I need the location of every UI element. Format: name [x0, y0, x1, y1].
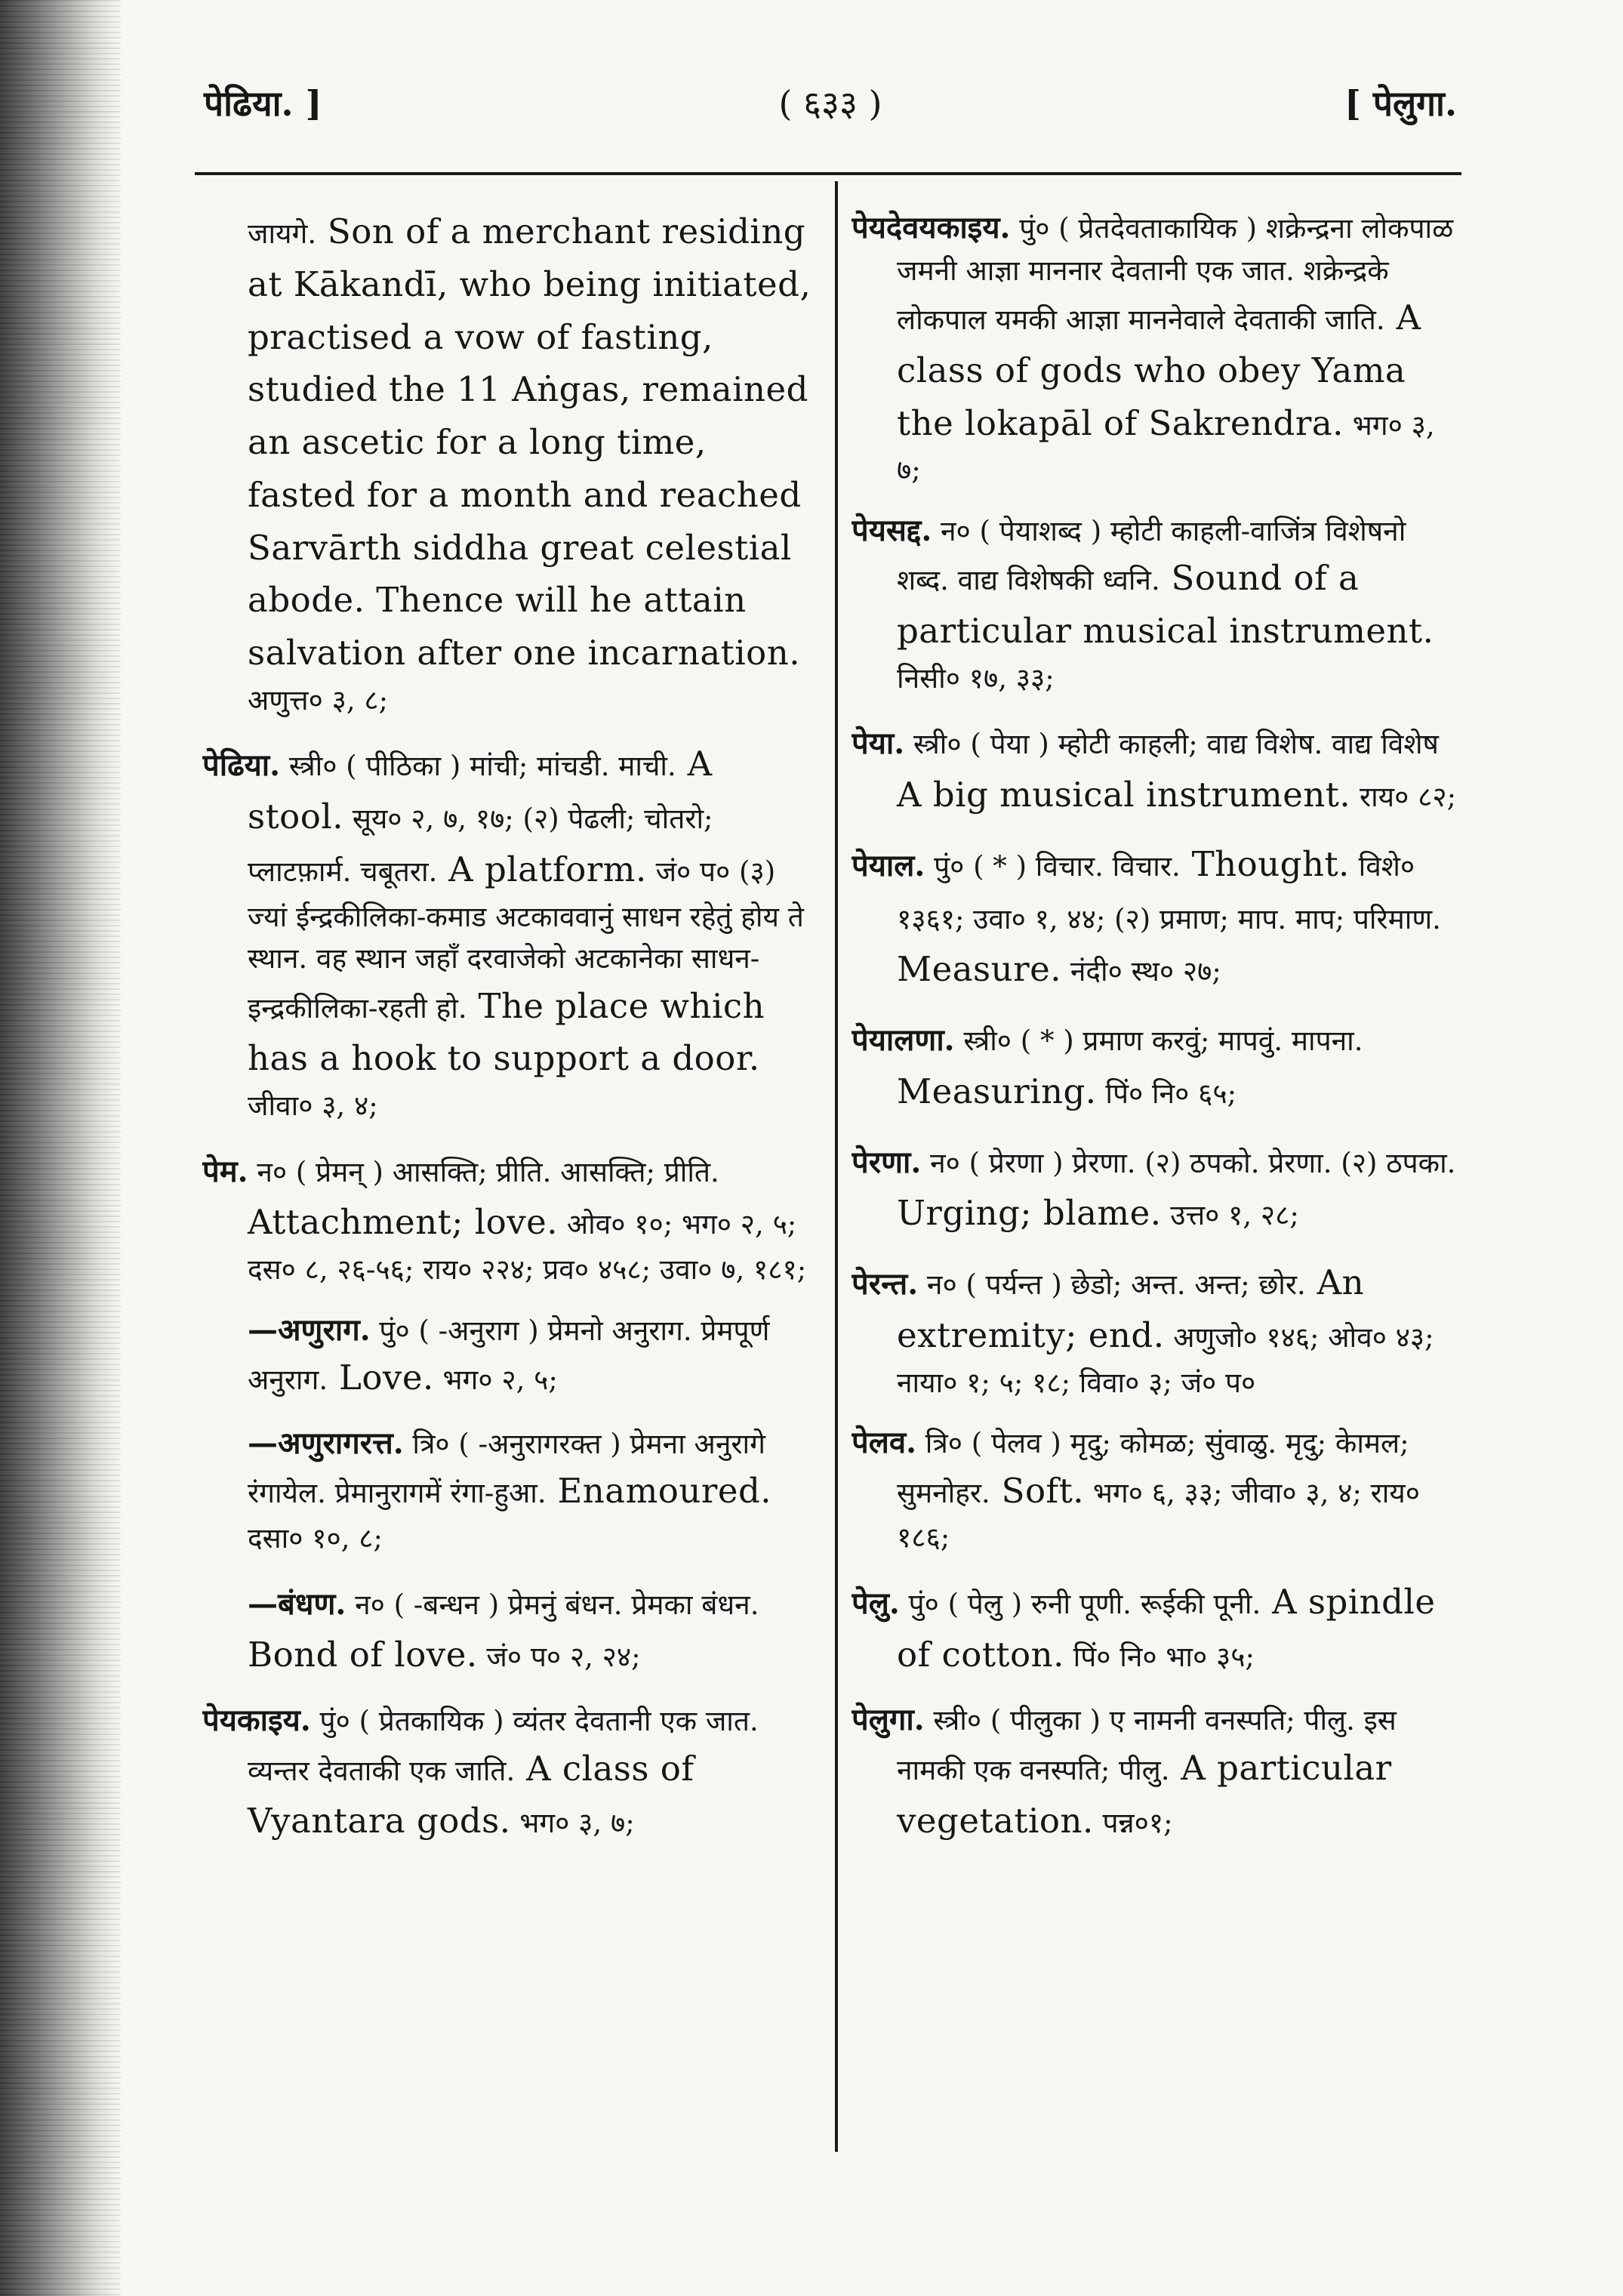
right-column — [852, 205, 1461, 2168]
headword: पेलव. — [852, 1425, 917, 1460]
vernacular-text: भग० ६, ३३; जीवा० ३, ४; राय० १८६; — [897, 1476, 1421, 1555]
headword: पेयदेवयकाइय. — [852, 210, 1011, 245]
english-definition: A class of gods who obey Yama the lokapāl of Sakrendra. — [897, 297, 1421, 443]
vernacular-text: जं० प० (३) ज्यां ईन्द्रकीलिका-कमाड अटकाववानुं साधन रहेतुं होय ते स्थान. वह स्थान जहाँ दरवाजेको अटकानेका साधन-इन्द्रकीलिका-रहती हो. — [248, 855, 804, 1025]
vernacular-text: पिं० नि० ६५; — [1105, 1077, 1237, 1110]
headword: पेढिया. — [202, 747, 281, 784]
entry-text — [852, 716, 1461, 821]
english-definition: Bond of love. — [248, 1635, 478, 1675]
vernacular-text: नंदी० स्थ० २७; — [1070, 955, 1221, 988]
dictionary-entry — [852, 508, 1461, 700]
vernacular-text: अणुजो० १४६; ओव० ४३; नाया० १; ५; १८; विवा० ३; जं० प० — [897, 1321, 1434, 1399]
dictionary-entry — [202, 738, 812, 1126]
vernacular-text: पिं० नि० भा० ३५; — [1073, 1640, 1255, 1673]
running-head — [204, 79, 1457, 132]
dictionary-entry — [202, 1144, 812, 1291]
entry-text — [852, 1135, 1461, 1240]
left-column — [202, 205, 812, 2168]
headword: पेलु. — [852, 1585, 900, 1621]
vernacular-text: स्त्री० ( * ) प्रमाण करवुं; मापवुं. मापना. — [963, 1025, 1363, 1057]
page-number: ( ६३३ ) — [778, 83, 882, 124]
headword: —अणुरागरत्त. — [248, 1425, 404, 1461]
dictionary-entry — [852, 838, 1461, 996]
vernacular-text: पन्न०१; — [1102, 1806, 1173, 1839]
vernacular-text: पुं० ( प्रेतकायिक ) व्यंतर देवतानी एक जात. व्यन्तर देवताकी एक जाति. — [248, 1705, 759, 1787]
vernacular-text: भग० ३, ७; — [897, 408, 1435, 487]
entry-text — [202, 738, 812, 1126]
vernacular-text: पुं० ( पेलु ) रुनी पूणी. रूईकी पूनी. — [908, 1587, 1261, 1620]
entry-text — [248, 205, 812, 721]
sub-entry — [202, 1308, 812, 1404]
entry-text — [852, 205, 1461, 492]
dictionary-entry — [202, 1698, 812, 1848]
english-definition: Son of a merchant residing at Kākandī, who being initiated, practised a vow of fasting, studied the 11 Aṅgas, remained an ascetic for a long time, fasted for a month and reached Sarvārth siddha great celestial abode. Thence will he attain salvation after one incarnation. — [248, 211, 812, 673]
vernacular-text: ओव० १०; भग० २, ५; दस० ८, २६-५६; राय० २२४; प्रव० ४५८; उवा० ७, १८१; — [248, 1208, 807, 1286]
english-definition: A particular vegetation. — [897, 1747, 1392, 1841]
headword: पेयाल. — [852, 847, 925, 883]
vernacular-text: स्त्री० ( पीलुका ) ए नामनी वनस्पति; पीलु. इस नामकी एक वनस्पति; पीलु. — [897, 1704, 1397, 1786]
entry-text — [852, 1256, 1461, 1404]
vernacular-text: स्त्री० ( पेया ) म्होटी काहली; वाद्य विशेष. वाद्य विशेष — [913, 728, 1439, 761]
dictionary-entry — [852, 1256, 1461, 1404]
vernacular-text: दसा० १०, ८; — [248, 1522, 383, 1555]
last-headword-guide: [ पेलुगा. — [1344, 83, 1457, 124]
column-divider — [835, 181, 838, 2152]
dictionary-entry — [852, 205, 1461, 492]
sub-entry — [202, 1576, 812, 1682]
dictionary-entry — [852, 1420, 1461, 1559]
english-definition: Measuring. — [897, 1071, 1097, 1111]
english-definition: The place which has a hook to support a door. — [248, 985, 765, 1079]
headword: —अणुराग. — [248, 1311, 371, 1348]
vernacular-text: जं० प० २, २४; — [486, 1641, 641, 1674]
headword: पेयकाइय. — [202, 1703, 311, 1738]
dictionary-entry — [852, 1135, 1461, 1240]
english-definition: A stool. — [248, 744, 713, 837]
entry-text — [852, 508, 1461, 700]
english-definition: Measure. — [897, 949, 1062, 990]
headword: पेलुगा. — [852, 1702, 925, 1738]
english-definition: A class of Vyantara gods. — [248, 1748, 694, 1841]
vernacular-text: पुं० ( प्रेतदेवताकायिक ) शक्रेन्द्रना लोकपाळ जमनी आज्ञा माननार देवतानी एक जात. शक्रेन्द्रके लोकपाल यमकी आज्ञा माननेवाले देवताकी जाति. — [897, 212, 1454, 336]
vernacular-text: जीवा० ३, ४; — [248, 1089, 378, 1122]
english-definition: A spindle of cotton. — [897, 1581, 1436, 1675]
entry-text — [852, 1697, 1461, 1847]
headword: पेयालणा. — [852, 1022, 955, 1058]
vernacular-text: न० ( प्रेमन् ) आसक्ति; प्रीति. आसक्ति; प्रीति. — [257, 1155, 719, 1188]
english-definition: Thought. — [1191, 843, 1350, 884]
vernacular-text: न० ( -बन्धन ) प्रेमनुं बंधन. प्रेमका बंधन. — [355, 1588, 759, 1621]
english-definition: Enamoured. — [557, 1471, 772, 1512]
vernacular-text: स्त्री० ( पीठिका ) मांची; मांचडी. माची. — [288, 750, 676, 783]
vernacular-text: सूय० २, ७, १७; (२) पेढली; चोतरो; प्लाटफ़ार्म. चबूतरा. — [248, 803, 713, 888]
entry-text — [852, 838, 1461, 996]
entry-text — [248, 1308, 812, 1404]
vernacular-text: त्रि० ( पेलव ) मृदु; कोमळ; सुंवाळु. मृदु; केामल; सुमनोहर. — [897, 1427, 1409, 1509]
vernacular-text: जायगे. — [248, 217, 317, 250]
entry-text — [202, 1698, 812, 1848]
headword: पेया. — [852, 726, 905, 762]
dictionary-entry — [852, 1697, 1461, 1847]
vernacular-text: पुं० ( * ) विचार. विचार. — [934, 849, 1181, 883]
english-definition: Urging; blame. — [897, 1193, 1162, 1234]
sub-entry — [202, 1421, 812, 1560]
first-headword-guide: पेढिया. ] — [204, 83, 322, 124]
vernacular-text: भग० २, ५; — [442, 1364, 558, 1396]
vernacular-text: विशे० १३६१; उवा० १, ४४; (२) प्रमाण; माप. माप; परिमाण. — [897, 849, 1441, 935]
english-definition: Soft. — [1001, 1470, 1085, 1511]
dictionary-entry — [852, 1576, 1461, 1681]
vernacular-text: न० ( पर्यन्त ) छेडो; अन्त. अन्त; छोर. — [926, 1268, 1306, 1301]
vernacular-text: न० ( प्रेरणा ) प्रेरणा. (२) ठपको. प्रेरणा. (२) ठपका. — [930, 1146, 1456, 1179]
dictionary-entry — [852, 716, 1461, 821]
vernacular-text: भग० ३, ७; — [519, 1807, 635, 1840]
entry-text — [202, 1144, 812, 1291]
page-edge-texture — [0, 0, 121, 2296]
vernacular-text: न० ( पेयाशब्द ) म्होटी काहली-वाजिंत्र विशेषनो शब्द. वाद्य विशेषकी ध्वनि. — [897, 514, 1406, 597]
english-definition: A big musical instrument. — [897, 775, 1351, 815]
vernacular-text: पुं० ( -अनुराग ) प्रेमनो अनुराग. प्रेमपूर्ण अनुराग. — [248, 1314, 770, 1396]
entry-continuation — [202, 205, 812, 721]
entry-text — [248, 1421, 812, 1560]
english-definition: A platform. — [448, 849, 647, 889]
headword: —बंधण. — [248, 1586, 346, 1622]
headword: पेरणा. — [852, 1144, 922, 1180]
vernacular-text: त्रि० ( -अनुरागरक्त ) प्रेमना अनुरागे रंगायेल. प्रेमानुरागमें रंगा-हुआ. — [248, 1427, 765, 1510]
headword: पेम. — [202, 1153, 248, 1189]
english-definition: An extremity; end. — [897, 1262, 1365, 1355]
vernacular-text: अणुत्त० ३, ८; — [248, 683, 389, 717]
entry-text — [852, 1576, 1461, 1681]
vernacular-text: निसी० १७, ३३; — [897, 661, 1055, 695]
vernacular-text: उत्त० १, २८; — [1170, 1199, 1299, 1232]
english-definition: Love. — [338, 1358, 434, 1398]
headword: पेरन्त. — [852, 1266, 919, 1302]
header-rule — [195, 172, 1461, 175]
entry-text — [852, 1012, 1461, 1118]
entry-text — [248, 1576, 812, 1682]
entry-text — [852, 1420, 1461, 1559]
vernacular-text: राय० ८२; — [1359, 781, 1457, 813]
english-definition: Attachment; love. — [248, 1202, 559, 1243]
english-definition: Sound of a particular musical instrument. — [897, 558, 1434, 651]
dictionary-entry — [852, 1012, 1461, 1118]
headword: पेयसद्द. — [852, 512, 932, 548]
